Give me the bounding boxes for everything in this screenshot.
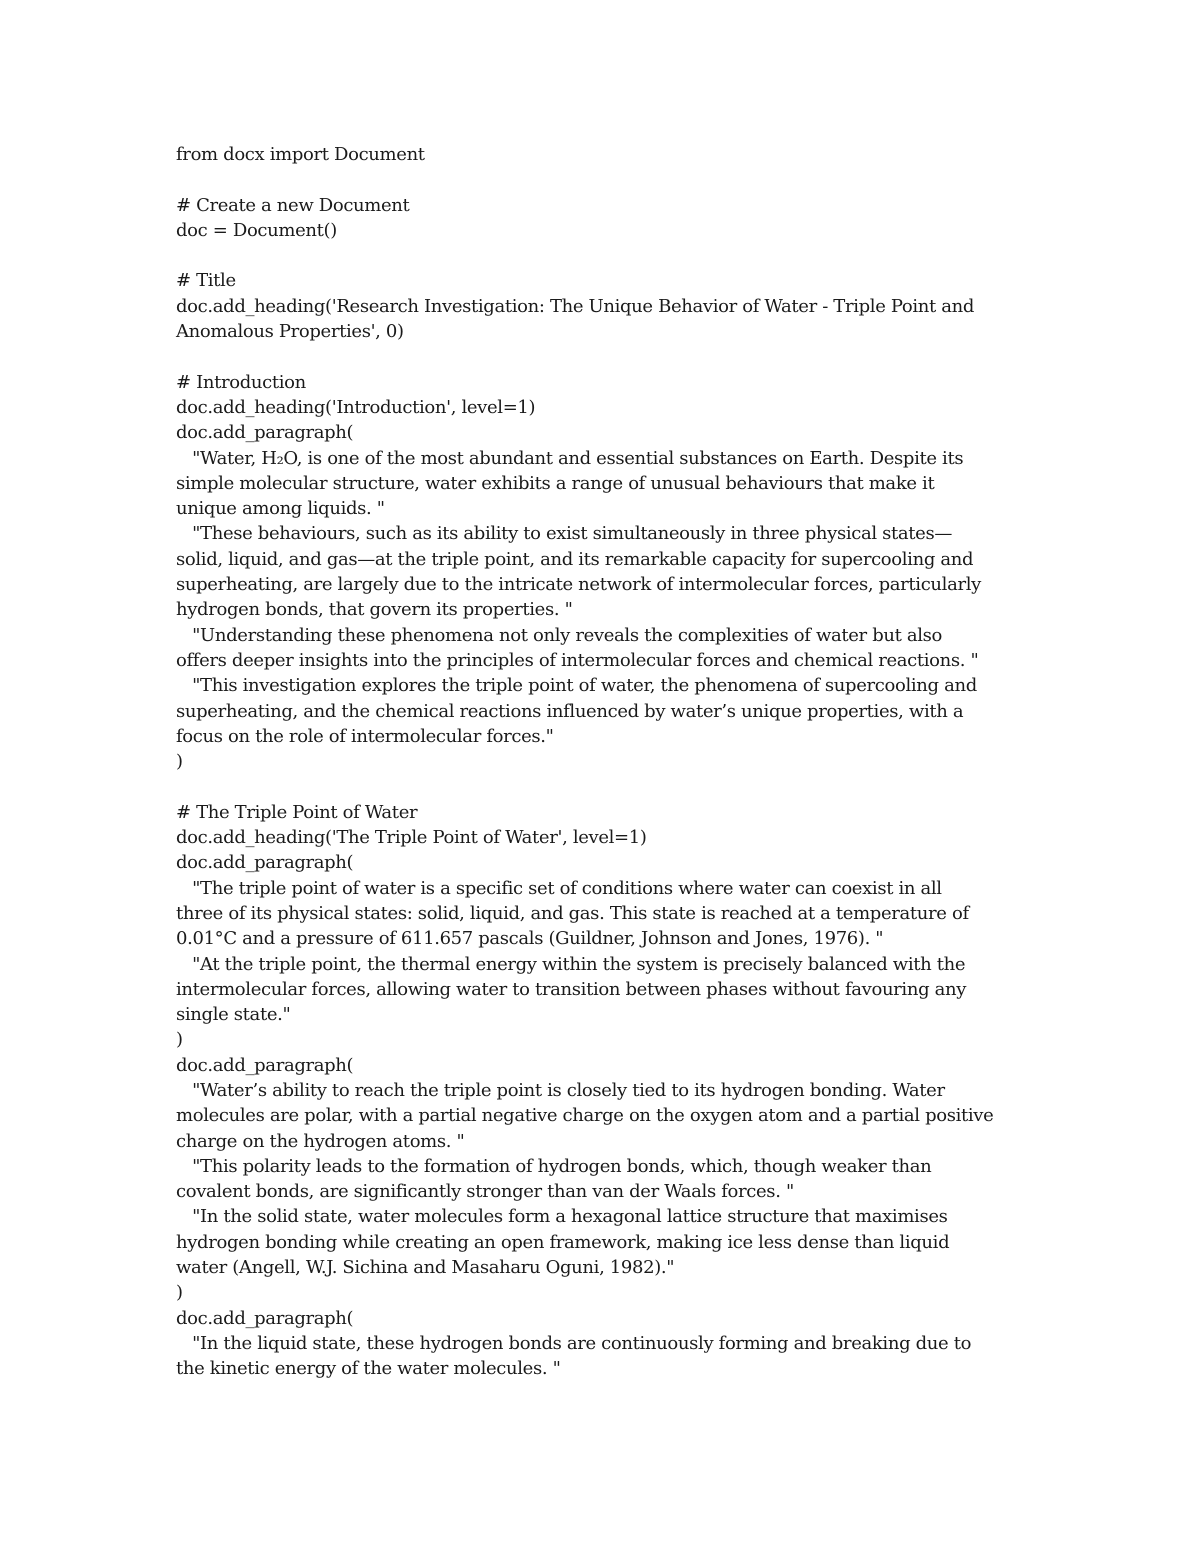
text-line: water (Angell, W.J. Sichina and Masaharu Oguni, 1982)." (176, 1257, 675, 1279)
text-line: offers deeper insights into the principles of intermolecular forces and chemical reactions. " (176, 649, 979, 671)
text-line: doc.add_heading('The Triple Point of Water', level=1) (176, 827, 647, 849)
text-line: # Create a new Document (176, 194, 410, 216)
text-line: superheating, are largely due to the intricate network of intermolecular forces, particularly (176, 574, 981, 596)
text-line: single state." (176, 1004, 291, 1026)
text-line: intermolecular forces, allowing water to transition between phases without favouring any (176, 978, 967, 1000)
text-line: doc.add_paragraph( (176, 852, 354, 874)
text-line: Anomalous Properties', 0) (176, 321, 404, 343)
text-line: from docx import Document (176, 144, 425, 165)
text-line: ) (176, 1282, 183, 1304)
text-line: hydrogen bonds, that govern its properties. " (176, 599, 573, 621)
text-line: "These behaviours, such as its ability to exist simultaneously in three physical states— (176, 523, 953, 545)
blank-line (176, 344, 1046, 369)
text-line: # Title (176, 270, 236, 292)
text-line: # The Triple Point of Water (176, 801, 418, 823)
text-line: "This polarity leads to the formation of hydrogen bonds, which, though weaker than (176, 1155, 932, 1177)
text-line: molecules are polar, with a partial negative charge on the oxygen atom and a partial positive (176, 1105, 994, 1127)
text-line: unique among liquids. " (176, 498, 385, 520)
text-line: "Water’s ability to reach the triple point is closely tied to its hydrogen bonding. Water (176, 1079, 945, 1101)
document-body (176, 142, 1046, 1382)
text-line: simple molecular structure, water exhibits a range of unusual behaviours that make it (176, 472, 935, 494)
text-line: charge on the hydrogen atoms. " (176, 1130, 465, 1152)
text-line: # Introduction (176, 371, 306, 393)
text-line: superheating, and the chemical reactions influenced by water’s unique properties, with a (176, 700, 964, 722)
text-line: doc.add_paragraph( (176, 1307, 354, 1329)
text-line: "At the triple point, the thermal energy within the system is precisely balanced with the (176, 953, 966, 975)
text-line: "This investigation explores the triple point of water, the phenomena of supercooling and (176, 675, 977, 697)
text-line: the kinetic energy of the water molecules. " (176, 1358, 561, 1380)
text-line: doc.add_heading('Research Investigation: The Unique Behavior of Water - Triple Point and (176, 295, 975, 317)
text-line: "The triple point of water is a specific set of conditions where water can coexist in all (176, 877, 942, 899)
text-line: "In the liquid state, these hydrogen bonds are continuously forming and breaking due to (176, 1332, 972, 1354)
text-line: 0.01°C and a pressure of 611.657 pascals (Guildner, Johnson and Jones, 1976). " (176, 928, 884, 950)
blank-line (176, 167, 1046, 192)
text-line: ) (176, 1029, 183, 1051)
text-line: doc.add_paragraph( (176, 422, 354, 444)
text-line: doc = Document() (176, 219, 337, 241)
text-line: three of its physical states: solid, liquid, and gas. This state is reached at a temperature of (176, 902, 969, 924)
text-line: covalent bonds, are significantly stronger than van der Waals forces. " (176, 1181, 794, 1203)
text-line: "In the solid state, water molecules form a hexagonal lattice structure that maximises (176, 1206, 948, 1228)
text-line: doc.add_paragraph( (176, 1054, 354, 1076)
text-line: doc.add_heading('Introduction', level=1) (176, 396, 536, 418)
text-line: "Water, H₂O, is one of the most abundant and essential substances on Earth. Despite its (176, 447, 964, 469)
blank-line (176, 243, 1046, 268)
blank-line (176, 774, 1046, 799)
text-line: focus on the role of intermolecular forces." (176, 725, 554, 747)
text-line: hydrogen bonding while creating an open framework, making ice less dense than liquid (176, 1231, 950, 1253)
text-line: "Understanding these phenomena not only reveals the complexities of water but also (176, 624, 943, 646)
text-line: ) (176, 751, 183, 773)
text-line: solid, liquid, and gas—at the triple point, and its remarkable capacity for supercooling and (176, 548, 974, 570)
